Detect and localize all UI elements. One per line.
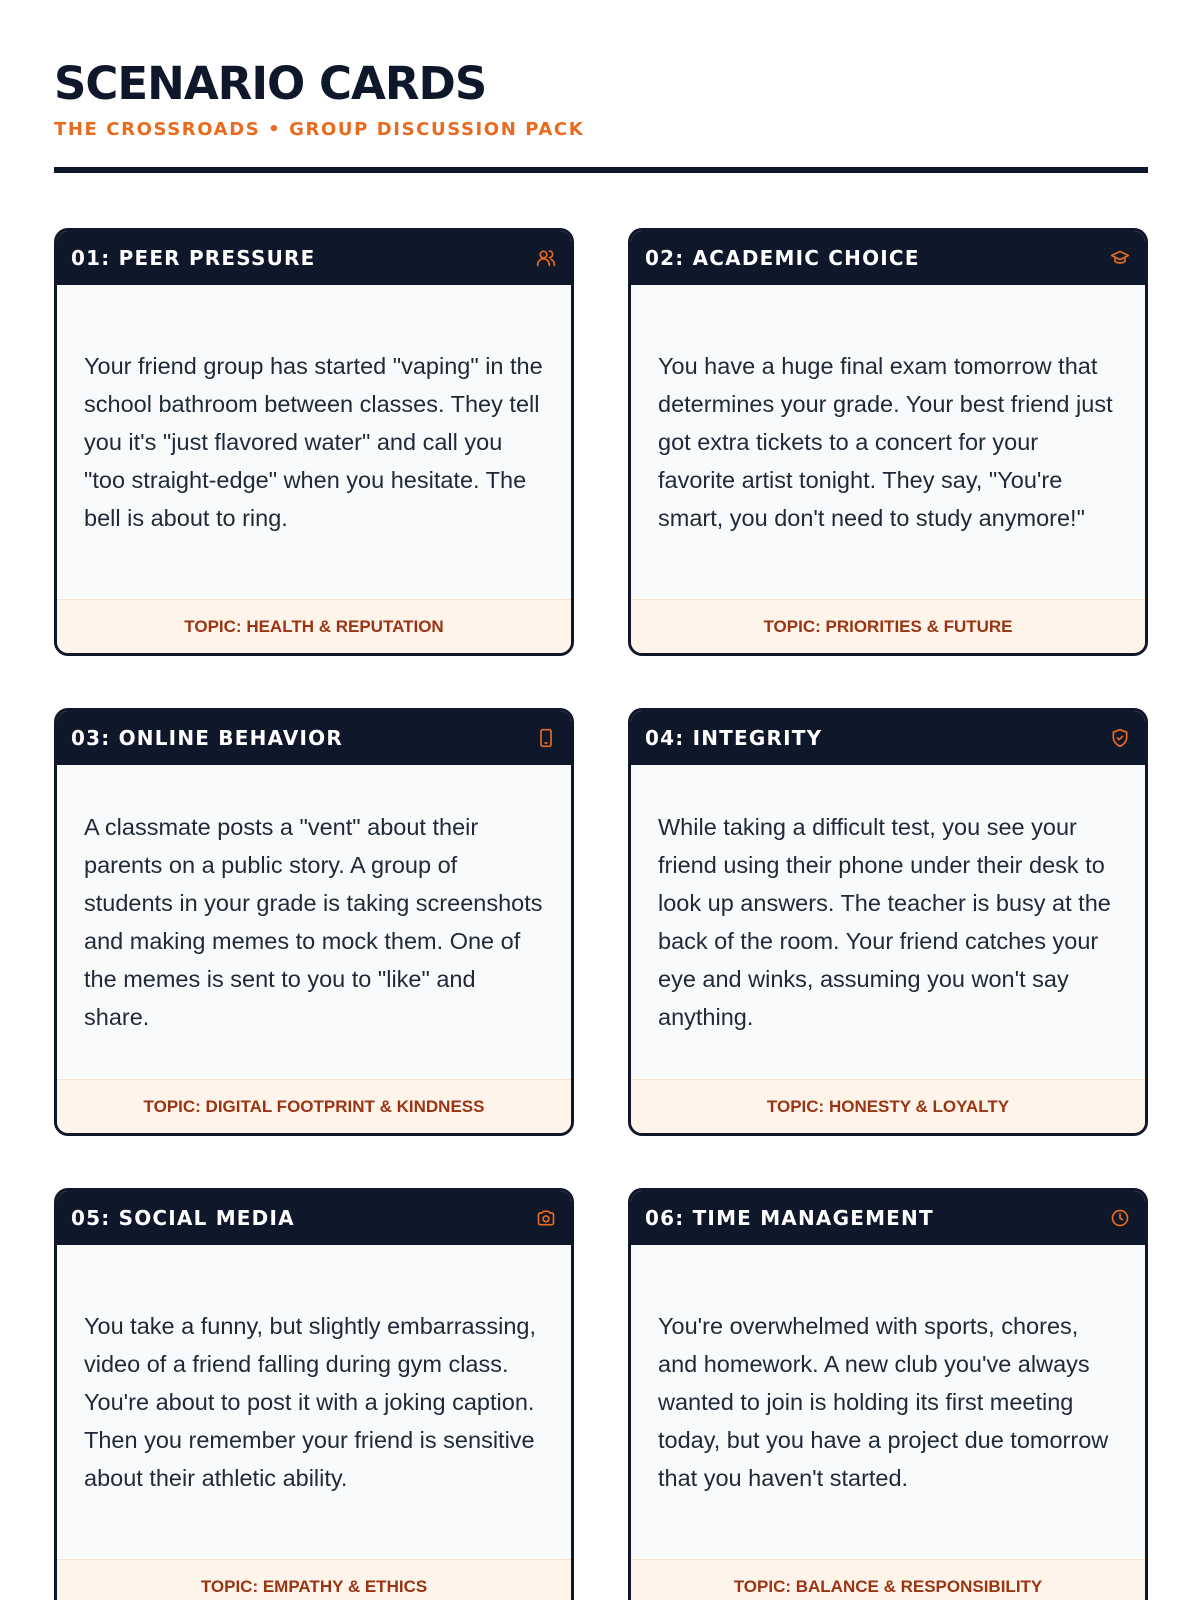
card-topic: TOPIC: BALANCE & RESPONSIBILITY <box>733 1576 1043 1596</box>
card-scenario-text: While taking a difficult test, you see your friend using their phone under their desk to look up answers. The teacher is busy at the back of the room. Your friend catches your eye and winks, assuming you won't say anything. <box>658 814 1111 1030</box>
card-footer <box>631 599 1145 653</box>
users-icon <box>535 247 557 269</box>
graduation-cap-icon <box>1109 247 1131 269</box>
scenario-card-3 <box>54 708 574 1136</box>
scenario-card-2 <box>628 228 1148 656</box>
card-scenario-text: You're overwhelmed with sports, chores, and homework. A new club you've always wanted to join is holding its first meeting today, but you have a project due tomorrow that you haven't started. <box>658 1313 1109 1491</box>
card-scenario-text: Your friend group has started "vaping" in the school bathroom between classes. They tell you it's "just flavored water" and call you "too straight-edge" when you hesitate. The bell is about to ring. <box>84 353 543 531</box>
card-footer <box>57 599 571 653</box>
card-title: 06: TIME MANAGEMENT <box>645 1206 934 1230</box>
card-body <box>57 1245 571 1559</box>
card-footer <box>57 1559 571 1600</box>
card-body <box>57 285 571 599</box>
card-header <box>57 711 571 765</box>
card-title: 01: PEER PRESSURE <box>71 246 316 270</box>
scenario-card-6 <box>628 1188 1148 1600</box>
card-header <box>631 711 1145 765</box>
card-title: 04: INTEGRITY <box>645 726 823 750</box>
card-header <box>631 231 1145 285</box>
card-title: 05: SOCIAL MEDIA <box>71 1206 295 1230</box>
card-scenario-text: You have a huge final exam tomorrow that determines your grade. Your best friend just got extra tickets to a concert for your favorite artist tonight. They say, "You're smart, you don't need to study anymore!" <box>658 353 1113 531</box>
scenario-card-4 <box>628 708 1148 1136</box>
card-title: 02: ACADEMIC CHOICE <box>645 246 920 270</box>
card-scenario-text: You take a funny, but slightly embarrassing, video of a friend falling during gym class. You're about to post it with a joking caption. Then you remember your friend is sensitive about their athletic ability. <box>84 1313 536 1491</box>
card-footer <box>57 1079 571 1133</box>
page-title: SCENARIO CARDS <box>54 57 487 110</box>
card-header <box>631 1191 1145 1245</box>
card-body <box>631 765 1145 1079</box>
card-topic: TOPIC: EMPATHY & ETHICS <box>200 1576 428 1596</box>
scenario-card-5 <box>54 1188 574 1600</box>
card-topic: TOPIC: HEALTH & REPUTATION <box>184 616 444 636</box>
camera-icon <box>535 1207 557 1229</box>
card-footer <box>631 1559 1145 1600</box>
card-scenario-text: A classmate posts a "vent" about their parents on a public story. A group of students in your grade is taking screenshots and making memes to mock them. One of the memes is sent to you to "like" and share. <box>84 814 543 1030</box>
shield-check-icon <box>1109 727 1131 749</box>
clock-icon <box>1109 1207 1131 1229</box>
page-header <box>54 56 1148 142</box>
smartphone-icon <box>535 727 557 749</box>
card-body <box>631 285 1145 599</box>
card-footer <box>631 1079 1145 1133</box>
page-subtitle: THE CROSSROADS • GROUP DISCUSSION PACK <box>54 119 585 140</box>
scenario-card-1 <box>54 228 574 656</box>
card-header <box>57 231 571 285</box>
card-title: 03: ONLINE BEHAVIOR <box>71 726 343 750</box>
card-body <box>631 1245 1145 1559</box>
header-divider <box>54 167 1148 173</box>
card-topic: TOPIC: PRIORITIES & FUTURE <box>763 616 1013 636</box>
card-body <box>57 765 571 1079</box>
card-topic: TOPIC: HONESTY & LOYALTY <box>766 1096 1010 1116</box>
card-topic: TOPIC: DIGITAL FOOTPRINT & KINDNESS <box>143 1096 485 1116</box>
card-header <box>57 1191 571 1245</box>
